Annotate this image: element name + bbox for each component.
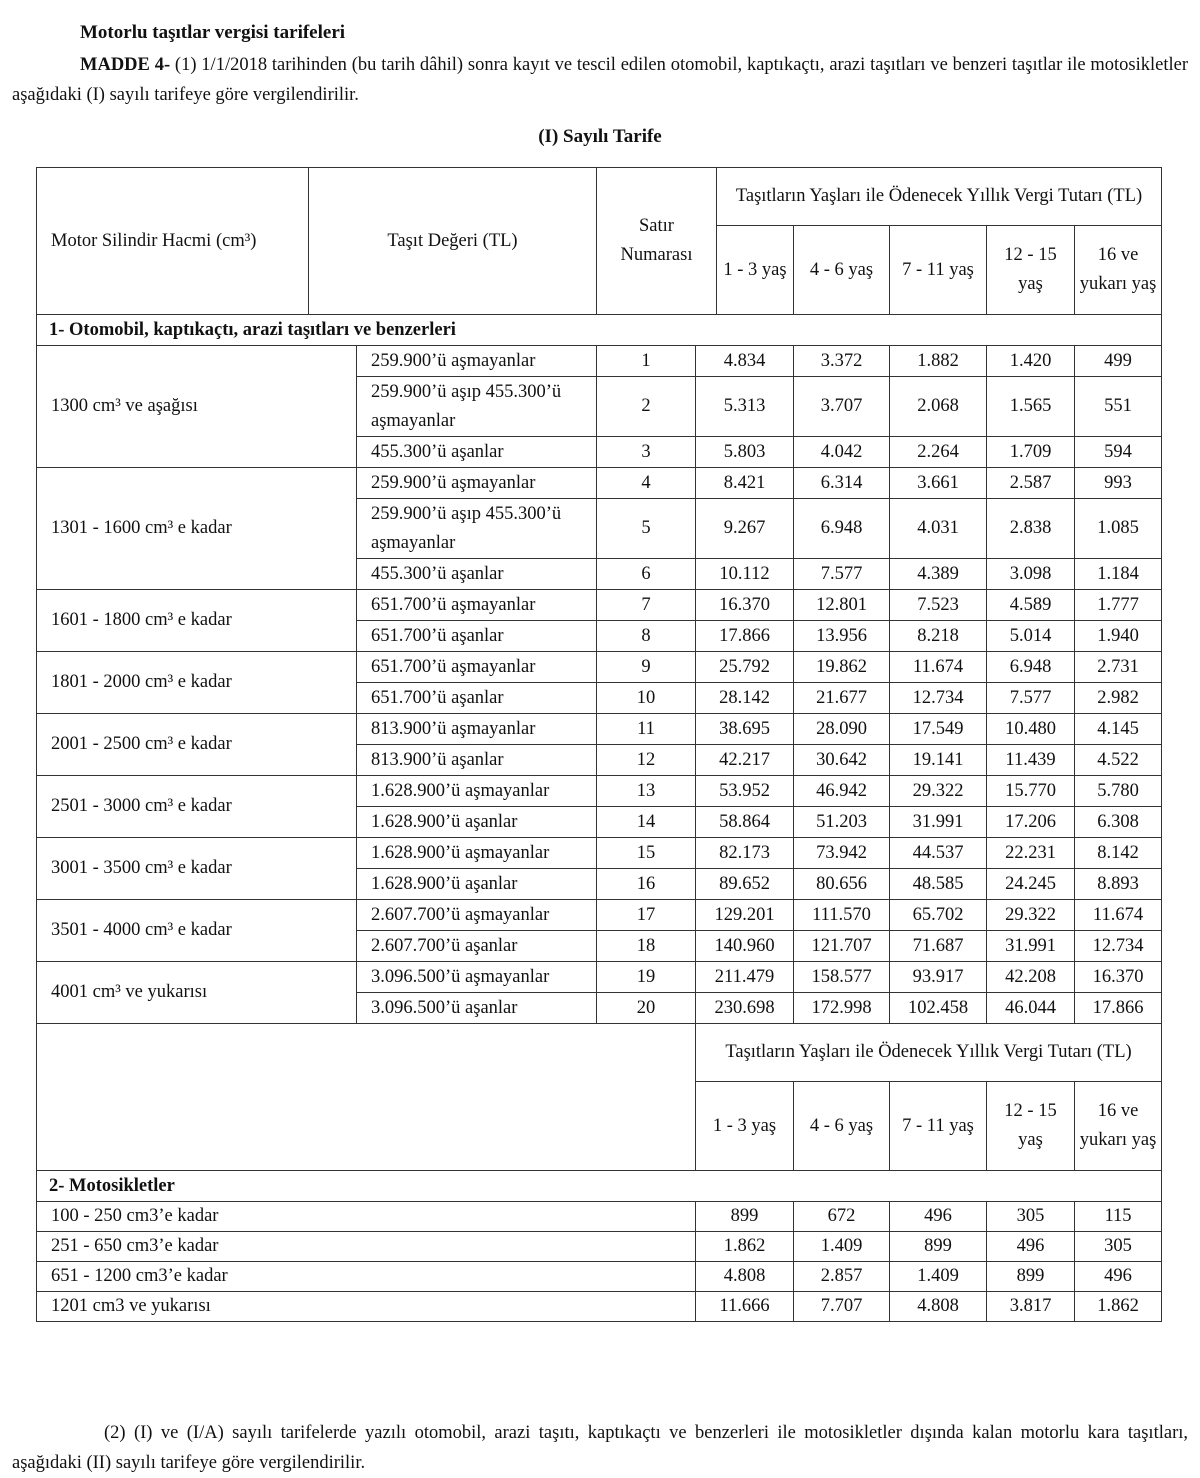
tax-amount: 305 <box>1075 1232 1162 1262</box>
table-row <box>37 1232 1162 1262</box>
row-number: 12 <box>597 745 696 776</box>
motorcycle-class: 651 - 1200 cm3’e kadar <box>37 1262 696 1292</box>
tax-amount: 11.674 <box>1075 900 1162 931</box>
tax-amount: 3.661 <box>890 468 987 499</box>
table-row <box>37 468 1162 499</box>
tax-amount: 115 <box>1075 1202 1162 1232</box>
tax-amount: 2.982 <box>1075 683 1162 714</box>
tax-amount: 1.709 <box>987 437 1075 468</box>
vehicle-value: 3.096.500’ü aşanlar <box>357 993 597 1024</box>
vehicle-value: 455.300’ü aşanlar <box>357 559 597 590</box>
vehicle-value: 1.628.900’ü aşmayanlar <box>357 776 597 807</box>
tax-amount: 44.537 <box>890 838 987 869</box>
tax-amount: 28.142 <box>696 683 794 714</box>
vehicle-value: 813.900’ü aşmayanlar <box>357 714 597 745</box>
vehicle-value: 1.628.900’ü aşmayanlar <box>357 838 597 869</box>
tax-amount: 7.577 <box>794 559 890 590</box>
tax-amount: 6.308 <box>1075 807 1162 838</box>
tax-amount: 4.389 <box>890 559 987 590</box>
header-age-5-moto: 16 ve yukarı yaş <box>1075 1082 1162 1171</box>
tax-amount: 3.817 <box>987 1292 1075 1322</box>
tax-amount: 19.141 <box>890 745 987 776</box>
tax-amount: 1.420 <box>987 346 1075 377</box>
vehicle-value: 651.700’ü aşmayanlar <box>357 652 597 683</box>
tax-amount: 2.857 <box>794 1262 890 1292</box>
tax-amount: 3.372 <box>794 346 890 377</box>
vehicle-value: 651.700’ü aşmayanlar <box>357 590 597 621</box>
tax-amount: 17.866 <box>696 621 794 652</box>
tax-amount: 8.142 <box>1075 838 1162 869</box>
tax-amount: 6.314 <box>794 468 890 499</box>
row-number: 10 <box>597 683 696 714</box>
row-number: 8 <box>597 621 696 652</box>
tax-amount: 17.866 <box>1075 993 1162 1024</box>
tax-amount: 7.577 <box>987 683 1075 714</box>
table-row <box>37 714 1162 745</box>
header-age-1-moto: 1 - 3 yaş <box>696 1082 794 1171</box>
tax-amount: 16.370 <box>1075 962 1162 993</box>
tax-amount: 25.792 <box>696 652 794 683</box>
section-2-title: 2- Motosikletler <box>37 1171 1162 1202</box>
row-number: 6 <box>597 559 696 590</box>
header-age-2: 4 - 6 yaş <box>794 226 890 315</box>
vehicle-value: 2.607.700’ü aşanlar <box>357 931 597 962</box>
tax-amount: 230.698 <box>696 993 794 1024</box>
tax-amount: 2.838 <box>987 499 1075 559</box>
tax-amount: 15.770 <box>987 776 1075 807</box>
paragraph-2: (2) (I) ve (I/A) sayılı tarifelerde yazılı otomobil, arazi taşıtı, kaptıkaçtı ve benzerleri ile motosikletler dışında kalan motorlu kara taşıtları, aşağıdaki (II) sayılı tarifeye göre vergilendirilir. <box>12 1423 1188 1473</box>
tax-amount: 10.480 <box>987 714 1075 745</box>
tax-amount: 496 <box>1075 1262 1162 1292</box>
tax-amount: 6.948 <box>987 652 1075 683</box>
tax-amount: 899 <box>987 1262 1075 1292</box>
tax-amount: 172.998 <box>794 993 890 1024</box>
tax-amount: 13.956 <box>794 621 890 652</box>
tariff-table <box>36 167 1162 1322</box>
tax-amount: 5.313 <box>696 377 794 437</box>
table-row <box>37 776 1162 807</box>
tax-amount: 6.948 <box>794 499 890 559</box>
tax-amount: 1.882 <box>890 346 987 377</box>
tax-amount: 4.145 <box>1075 714 1162 745</box>
tax-amount: 2.068 <box>890 377 987 437</box>
tax-amount: 42.217 <box>696 745 794 776</box>
tax-amount: 11.674 <box>890 652 987 683</box>
tax-amount: 158.577 <box>794 962 890 993</box>
tax-amount: 73.942 <box>794 838 890 869</box>
tax-amount: 17.549 <box>890 714 987 745</box>
tax-amount: 2.731 <box>1075 652 1162 683</box>
header-age-1: 1 - 3 yaş <box>717 226 794 315</box>
tax-amount: 672 <box>794 1202 890 1232</box>
tax-amount: 129.201 <box>696 900 794 931</box>
row-number: 16 <box>597 869 696 900</box>
header-age-4: 12 - 15 yaş <box>987 226 1075 315</box>
table-row <box>37 962 1162 993</box>
tax-amount: 21.677 <box>794 683 890 714</box>
tax-amount: 1.565 <box>987 377 1075 437</box>
vehicle-value: 455.300’ü aşanlar <box>357 437 597 468</box>
tax-amount: 48.585 <box>890 869 987 900</box>
row-number: 20 <box>597 993 696 1024</box>
tax-amount: 594 <box>1075 437 1162 468</box>
tax-amount: 305 <box>987 1202 1075 1232</box>
tax-amount: 4.808 <box>696 1262 794 1292</box>
tax-amount: 1.409 <box>890 1262 987 1292</box>
engine-class: 1601 - 1800 cm³ e kadar <box>37 590 357 652</box>
tax-amount: 12.734 <box>1075 931 1162 962</box>
row-number: 5 <box>597 499 696 559</box>
tax-amount: 8.218 <box>890 621 987 652</box>
article-text: (1) 1/1/2018 tarihinden (bu tarih dâhil) sonra kayıt ve tescil edilen otomobil, kaptıkaçtı, arazi taşıtları ve benzeri taşıtlar ile motosikletler aşağıdaki (I) sayılı tarifeye göre vergilendirilir. <box>12 55 1188 105</box>
tax-amount: 211.479 <box>696 962 794 993</box>
tax-amount: 89.652 <box>696 869 794 900</box>
engine-class: 1300 cm³ ve aşağısı <box>37 346 357 468</box>
vehicle-value: 651.700’ü aşanlar <box>357 683 597 714</box>
table-row <box>37 1202 1162 1232</box>
tax-amount: 1.409 <box>794 1232 890 1262</box>
tax-amount: 46.044 <box>987 993 1075 1024</box>
tax-amount: 7.707 <box>794 1292 890 1322</box>
tax-amount: 1.184 <box>1075 559 1162 590</box>
header-age-group-2: Taşıtların Yaşları ile Ödenecek Yıllık Vergi Tutarı (TL) <box>696 1024 1162 1082</box>
tax-amount: 5.014 <box>987 621 1075 652</box>
header-age-4-moto: 12 - 15 yaş <box>987 1082 1075 1171</box>
tax-amount: 42.208 <box>987 962 1075 993</box>
tax-amount: 1.777 <box>1075 590 1162 621</box>
engine-class: 4001 cm³ ve yukarısı <box>37 962 357 1024</box>
tax-amount: 16.370 <box>696 590 794 621</box>
tax-amount: 10.112 <box>696 559 794 590</box>
tax-amount: 46.942 <box>794 776 890 807</box>
tax-amount: 121.707 <box>794 931 890 962</box>
tax-amount: 4.042 <box>794 437 890 468</box>
engine-class: 3501 - 4000 cm³ e kadar <box>37 900 357 962</box>
row-number: 18 <box>597 931 696 962</box>
article-label: MADDE 4- <box>80 55 171 75</box>
header-row-number: Satır Numarası <box>597 168 717 315</box>
vehicle-value: 1.628.900’ü aşanlar <box>357 807 597 838</box>
tax-amount: 899 <box>696 1202 794 1232</box>
tax-amount: 28.090 <box>794 714 890 745</box>
tax-amount: 7.523 <box>890 590 987 621</box>
tax-amount: 31.991 <box>890 807 987 838</box>
tax-amount: 80.656 <box>794 869 890 900</box>
header-age-3-moto: 7 - 11 yaş <box>890 1082 987 1171</box>
header-age-group: Taşıtların Yaşları ile Ödenecek Yıllık Vergi Tutarı (TL) <box>717 168 1162 226</box>
tax-amount: 1.862 <box>696 1232 794 1262</box>
section-1-title: 1- Otomobil, kaptıkaçtı, arazi taşıtları ve benzerleri <box>37 315 1162 346</box>
table-row <box>37 1262 1162 1292</box>
row-number: 1 <box>597 346 696 377</box>
row-number: 3 <box>597 437 696 468</box>
tax-amount: 9.267 <box>696 499 794 559</box>
tax-amount: 5.803 <box>696 437 794 468</box>
tax-amount: 496 <box>890 1202 987 1232</box>
row-number: 4 <box>597 468 696 499</box>
motorcycle-class: 100 - 250 cm3’e kadar <box>37 1202 696 1232</box>
tax-amount: 11.666 <box>696 1292 794 1322</box>
vehicle-value: 259.900’ü aşıp 455.300’ü aşmayanlar <box>357 377 597 437</box>
tax-amount: 8.421 <box>696 468 794 499</box>
row-number: 7 <box>597 590 696 621</box>
header-engine: Motor Silindir Hacmi (cm³) <box>37 168 309 315</box>
row-number: 19 <box>597 962 696 993</box>
tax-amount: 102.458 <box>890 993 987 1024</box>
row-number: 9 <box>597 652 696 683</box>
tax-amount: 38.695 <box>696 714 794 745</box>
row-number: 2 <box>597 377 696 437</box>
engine-class: 2001 - 2500 cm³ e kadar <box>37 714 357 776</box>
tax-amount: 551 <box>1075 377 1162 437</box>
motorcycle-class: 1201 cm3 ve yukarısı <box>37 1292 696 1322</box>
tax-amount: 2.587 <box>987 468 1075 499</box>
tax-amount: 4.834 <box>696 346 794 377</box>
engine-class: 1801 - 2000 cm³ e kadar <box>37 652 357 714</box>
tax-amount: 11.439 <box>987 745 1075 776</box>
tax-amount: 4.522 <box>1075 745 1162 776</box>
row-number: 15 <box>597 838 696 869</box>
tax-amount: 65.702 <box>890 900 987 931</box>
page-heading: Motorlu taşıtlar vergisi tarifeleri <box>80 22 346 43</box>
tax-amount: 17.206 <box>987 807 1075 838</box>
tax-amount: 82.173 <box>696 838 794 869</box>
table-row <box>37 652 1162 683</box>
row-number: 13 <box>597 776 696 807</box>
header-blank <box>37 1024 696 1171</box>
row-number: 17 <box>597 900 696 931</box>
tax-amount: 22.231 <box>987 838 1075 869</box>
engine-class: 2501 - 3000 cm³ e kadar <box>37 776 357 838</box>
tax-amount: 29.322 <box>890 776 987 807</box>
header-value: Taşıt Değeri (TL) <box>309 168 597 315</box>
tax-amount: 29.322 <box>987 900 1075 931</box>
tax-amount: 1.940 <box>1075 621 1162 652</box>
tax-amount: 993 <box>1075 468 1162 499</box>
vehicle-value: 259.900’ü aşmayanlar <box>357 468 597 499</box>
tax-amount: 5.780 <box>1075 776 1162 807</box>
tax-amount: 111.570 <box>794 900 890 931</box>
tax-amount: 899 <box>890 1232 987 1262</box>
tax-amount: 8.893 <box>1075 869 1162 900</box>
tax-amount: 2.264 <box>890 437 987 468</box>
tax-amount: 58.864 <box>696 807 794 838</box>
tax-amount: 93.917 <box>890 962 987 993</box>
table-row <box>37 838 1162 869</box>
vehicle-value: 813.900’ü aşanlar <box>357 745 597 776</box>
vehicle-value: 259.900’ü aşıp 455.300’ü aşmayanlar <box>357 499 597 559</box>
tax-amount: 53.952 <box>696 776 794 807</box>
header-age-3: 7 - 11 yaş <box>890 226 987 315</box>
header-age-2-moto: 4 - 6 yaş <box>794 1082 890 1171</box>
motorcycle-class: 251 - 650 cm3’e kadar <box>37 1232 696 1262</box>
vehicle-value: 1.628.900’ü aşanlar <box>357 869 597 900</box>
article-paragraph <box>12 50 1188 110</box>
engine-class: 3001 - 3500 cm³ e kadar <box>37 838 357 900</box>
vehicle-value: 2.607.700’ü aşmayanlar <box>357 900 597 931</box>
tax-amount: 1.862 <box>1075 1292 1162 1322</box>
header-age-5: 16 ve yukarı yaş <box>1075 226 1162 315</box>
row-number: 11 <box>597 714 696 745</box>
tax-amount: 3.098 <box>987 559 1075 590</box>
table-row <box>37 590 1162 621</box>
vehicle-value: 3.096.500’ü aşmayanlar <box>357 962 597 993</box>
tax-amount: 499 <box>1075 346 1162 377</box>
engine-class: 1301 - 1600 cm³ e kadar <box>37 468 357 590</box>
tax-amount: 24.245 <box>987 869 1075 900</box>
table-row <box>37 1292 1162 1322</box>
tax-amount: 4.031 <box>890 499 987 559</box>
tax-amount: 12.734 <box>890 683 987 714</box>
tax-amount: 30.642 <box>794 745 890 776</box>
tax-amount: 31.991 <box>987 931 1075 962</box>
tax-amount: 1.085 <box>1075 499 1162 559</box>
table-row <box>37 346 1162 377</box>
tax-amount: 19.862 <box>794 652 890 683</box>
tax-amount: 51.203 <box>794 807 890 838</box>
row-number: 14 <box>597 807 696 838</box>
tax-amount: 4.589 <box>987 590 1075 621</box>
table-title: (I) Sayılı Tarife <box>538 126 662 147</box>
tax-amount: 3.707 <box>794 377 890 437</box>
tax-amount: 496 <box>987 1232 1075 1262</box>
vehicle-value: 259.900’ü aşmayanlar <box>357 346 597 377</box>
tax-amount: 12.801 <box>794 590 890 621</box>
vehicle-value: 651.700’ü aşanlar <box>357 621 597 652</box>
table-row <box>37 900 1162 931</box>
tax-amount: 140.960 <box>696 931 794 962</box>
tax-amount: 4.808 <box>890 1292 987 1322</box>
tax-amount: 71.687 <box>890 931 987 962</box>
